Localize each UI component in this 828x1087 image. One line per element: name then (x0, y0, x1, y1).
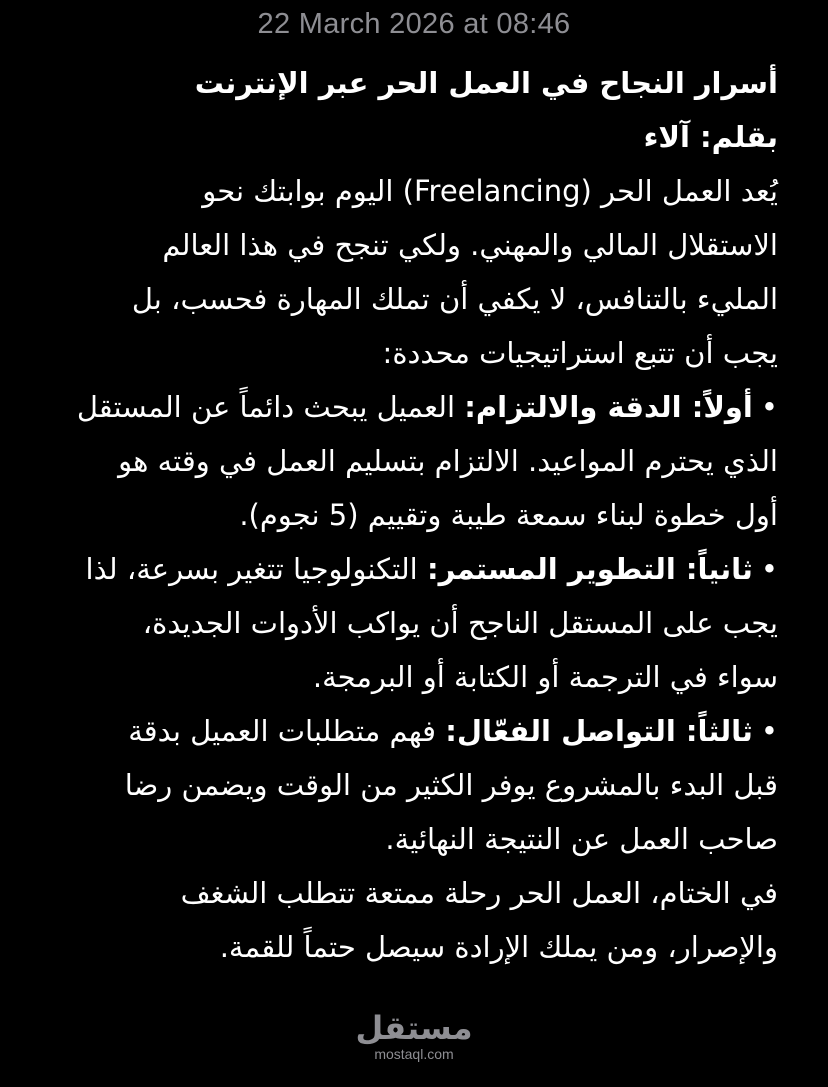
point-line: سواء في الترجمة أو الكتابة أو البرمجة. (312, 660, 778, 694)
bullet-icon: • (760, 714, 778, 748)
conclusion-line: في الختام، العمل الحر رحلة ممتعة تتطلب الشغف (180, 876, 778, 910)
point-first-line (50, 380, 778, 434)
point-text: فهم متطلبات العميل بدقة (128, 714, 437, 748)
point-first-line (50, 704, 778, 758)
intro-line: يجب أن تتبع استراتيجيات محددة: (382, 336, 778, 370)
point-heading: أولاً: الدقة والالتزام: (464, 390, 753, 424)
mostaql-watermark (0, 1010, 828, 1062)
point-line: يجب على المستقل الناجح أن يواكب الأدوات الجديدة، (142, 606, 778, 640)
note-byline: بقلم: آلاء (643, 120, 778, 154)
point-line: الذي يحترم المواعيد. الالتزام بتسليم العمل في وقته هو (118, 444, 778, 478)
mostaql-logo: مستقل (355, 1009, 473, 1047)
point-line: قبل البدء بالمشروع يوفر الكثير من الوقت ويضمن رضا (124, 768, 778, 802)
point-text: العميل يبحث دائماً عن المستقل (76, 390, 456, 424)
point-heading: ثالثاً: التواصل الفعّال: (445, 714, 753, 748)
bullet-icon: • (760, 552, 778, 586)
point-heading: ثانياً: التطوير المستمر: (426, 552, 753, 586)
intro-line: يُعد العمل الحر (Freelancing) اليوم بوابتك نحو (202, 174, 778, 208)
bullet-icon: • (760, 390, 778, 424)
point-first-line (50, 542, 778, 596)
intro-line: المليء بالتنافس، لا يكفي أن تملك المهارة فحسب، بل (131, 282, 778, 316)
point-text: التكنولوجيا تتغير بسرعة، لذا (85, 552, 418, 586)
note-title: أسرار النجاح في العمل الحر عبر الإنترنت (194, 66, 778, 100)
note-timestamp: 22 March 2026 at 08:46 (257, 8, 571, 40)
intro-line: الاستقلال المالي والمهني. ولكي تنجح في هذا العالم (162, 228, 778, 262)
point-line: صاحب العمل عن النتيجة النهائية. (385, 822, 778, 856)
point-line: أول خطوة لبناء سمعة طيبة وتقييم (5 نجوم). (239, 498, 778, 532)
note-body[interactable] (50, 56, 778, 974)
watermark-domain: mostaql.com (374, 1046, 454, 1062)
conclusion-line: والإصرار، ومن يملك الإرادة سيصل حتماً للقمة. (219, 930, 778, 964)
